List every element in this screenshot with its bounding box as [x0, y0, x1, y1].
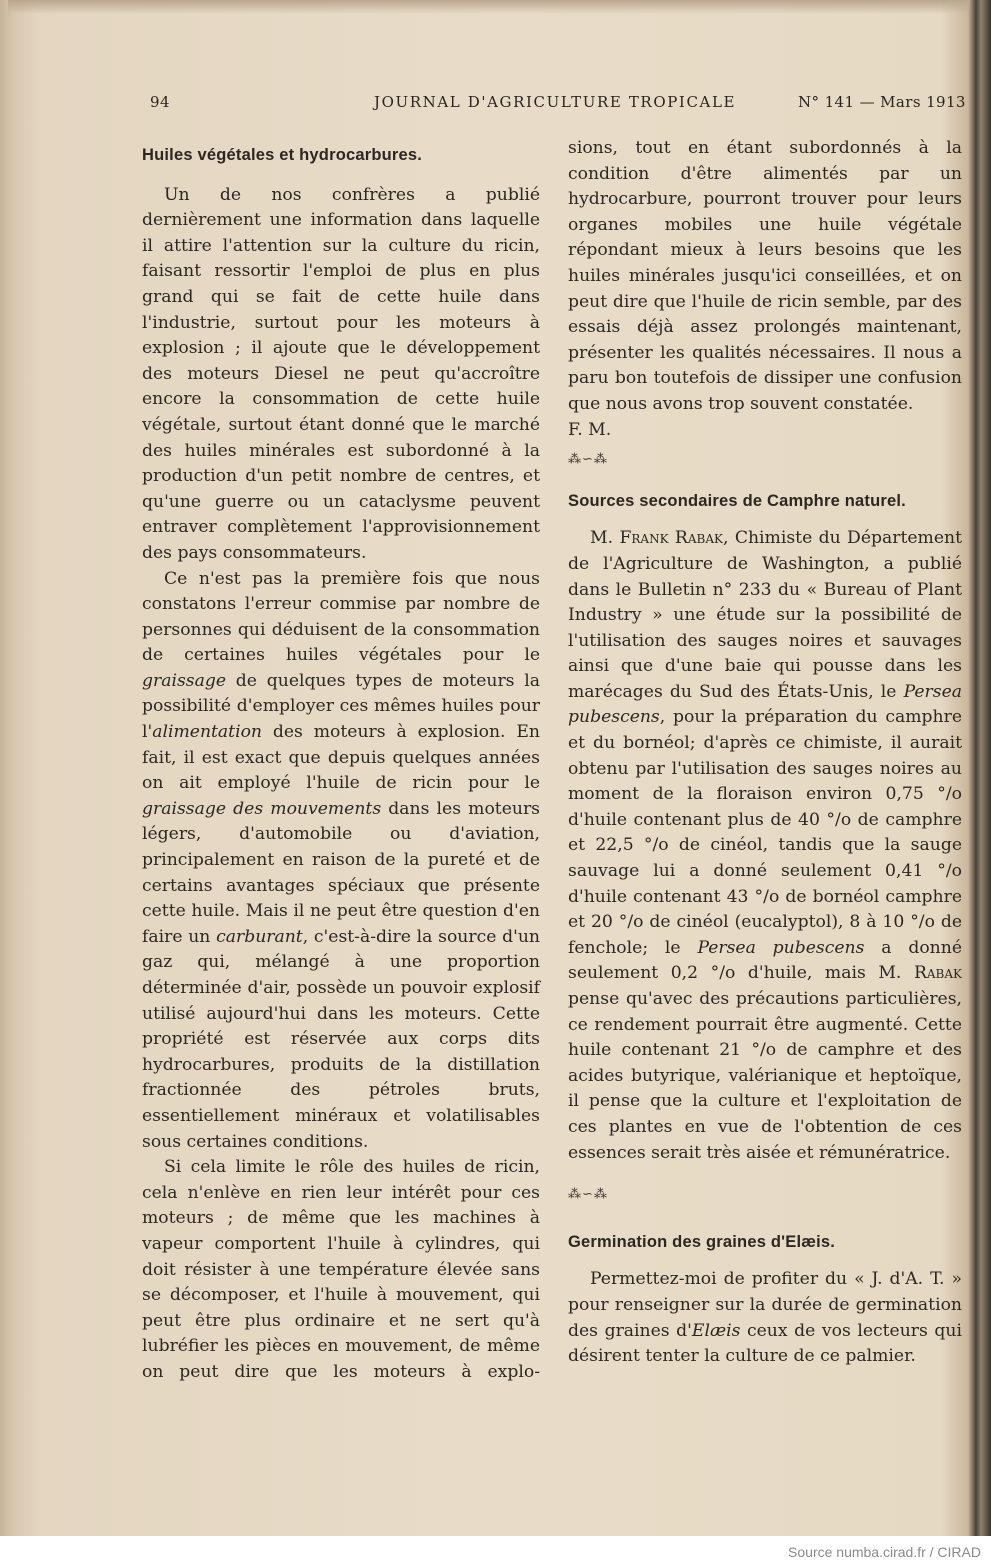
- article3-paragraph: [568, 1267, 962, 1369]
- species-name: Persea pubescens: [568, 681, 962, 728]
- ornament-divider-icon: ⁂∽⁂: [568, 1187, 608, 1203]
- article1-paragraph-1: Un de nos confrères a publié dernièrement une information dans laquelle il attire l'attention sur la culture du ricin, faisant ressortir l'emploi de plus en plus grand qui se fait de cette huile dans l'industrie, surtout pour les moteurs à explosion ; il ajoute que le développement des moteurs Diesel ne peut qu'accroître encore la consommation de cette huile végétale, surtout étant donné que le marché des huiles minérales est subordonné à la production d'un petit nombre de centres, et qu'une guerre ou un cataclysme peuvent entraver complètement l'approvisionnement des pays consommateurs.: [142, 184, 540, 563]
- article2-title: Sources secondaires de Camphre naturel.: [568, 491, 906, 510]
- emphasis: alimentation: [152, 722, 262, 743]
- footer-bar: [0, 1536, 991, 1566]
- right-column: [568, 136, 962, 1370]
- text-run: , c'est-à-dire la source d'un gaz qui, mélangé à une proportion déterminée d'air, possède un pouvoir explosif utilisé aujourd'hui dans les moteurs. Cette propriété est réservée aux corps dits hydrocarbures, produits de la distillation fractionnée des pétroles bruts, essentiellement minéraux et volatilisables sous certaines conditions.: [142, 926, 540, 1152]
- emphasis: graissage: [142, 670, 227, 691]
- left-column: [142, 143, 540, 1386]
- text-run: , pour la préparation du camphre et du bornéol; d'après ce chimiste, il aurait obtenu par l'utilisation des sauges noires au moment de la floraison environ 0,75 °/o d'huile contenant plus de 40 °/o de camphre et 22,5 °/o de cinéol, tandis que la sauge sauvage lui a donné seulement 0,41 °/o d'huile contenant 43 °/o de bornéol camphre et 20 °/o de cinéol (eucalyptol), 8 à 10 °/o de fenchole; le: [568, 707, 962, 958]
- source-credit: Source numba.cirad.fr / CIRAD: [788, 1544, 981, 1560]
- article1-title: Huiles végétales et hydrocarbures.: [142, 146, 423, 164]
- text-run: pense qu'avec des précautions particulières, ce rendement pourrait être augmenté. Cette huile contenant 21 °/o de camphre et des acides butyrique, valérianique et heptoïque, il pense que la culture et l'exploitation de ces plantes en vue de l'obtention de ces essences serait très aisée et rémunératrice.: [568, 989, 962, 1163]
- text-run: ceux de vos lecteurs qui désirent tenter la culture de ce palmier.: [568, 1320, 962, 1367]
- article3-title: Germination des graines d'Elæis.: [568, 1232, 836, 1251]
- text-run: , Chimiste du Département de l'Agriculture de Washington, a publié dans le Bulletin n° 233 du « Bureau of Plant Industry » une étude sur la possibilité de l'utilisation des sauges noires et sauvages ainsi que d'une baie qui pousse dans les marécages du Sud des États-Unis, le: [568, 528, 962, 702]
- article1-paragraph-2: [142, 567, 540, 1156]
- text-run: Ce n'est pas la première fois que nous constatons l'erreur commise par nombre de personnes qui déduisent de la consommation de certaines huiles végétales pour le: [142, 568, 540, 666]
- page-number: 94: [150, 93, 170, 111]
- emphasis: graissage des mouvements: [142, 798, 382, 819]
- text-run: dans les moteurs légers, d'automobile ou d'aviation, principalement en raison de la pureté et de certains avantages spéciaux que présente cette huile. Mais il ne peut être question d'en faire un: [142, 798, 540, 947]
- issue-number: N° 141 — Mars 1913: [798, 93, 966, 111]
- emphasis: carburant: [216, 926, 303, 947]
- species-name: Persea pubescens: [697, 937, 865, 958]
- ornament-divider-icon: ⁂∽⁂: [568, 452, 608, 468]
- author-name: Rabak: [913, 963, 962, 984]
- species-name: Elæis: [691, 1320, 741, 1341]
- text-run: a donné seulement 0,2 °/o d'huile, mais M.: [568, 937, 962, 984]
- article1-paragraph-3-end: sions, tout en étant subordonnés à la condition d'être alimentés par un hydrocarbure, pourront trouver pour leurs organes mobiles une huile végétale répondant mieux à leurs besoins que les huiles minérales jusqu'ici conseillées, et on peut dire que l'huile de ricin semble, par des essais déjà assez prolongés maintenant, présenter les qualités nécessaires. Il nous a paru bon toutefois de dissiper une confusion que nous avons trop souvent constatée.: [568, 138, 962, 414]
- text-run: Permettez-moi de profiter du « J. d'A. T. » pour renseigner sur la durée de germination des graines d': [568, 1269, 962, 1341]
- article2-paragraph: [568, 526, 962, 1166]
- text-run: de quelques types de moteurs la possibilité d'employer ces mêmes huiles pour l': [142, 670, 540, 743]
- author-name: Frank Rabak: [619, 528, 723, 549]
- text-run: M.: [590, 528, 620, 549]
- article1-paragraph-3-start: Si cela limite le rôle des huiles de ricin, cela n'enlève en rien leur intérêt pour ces moteurs ; de même que les machines à vapeur comportent l'huile à cylindres, qui doit résister à une température élevée sans se décomposer, et l'huile à mouvement, qui peut être plus ordinaire et ne sert qu'à lubréfier les pièces en mouvement, de même on peut dire que les moteurs à explo-: [142, 1157, 540, 1382]
- text-run: des moteurs à explosion. En fait, il est exact que depuis quelques années on ait employé l'huile de ricin pour le: [142, 722, 540, 794]
- journal-title: JOURNAL D'AGRICULTURE TROPICALE: [374, 93, 737, 111]
- article1-signature: F. M.: [568, 419, 612, 440]
